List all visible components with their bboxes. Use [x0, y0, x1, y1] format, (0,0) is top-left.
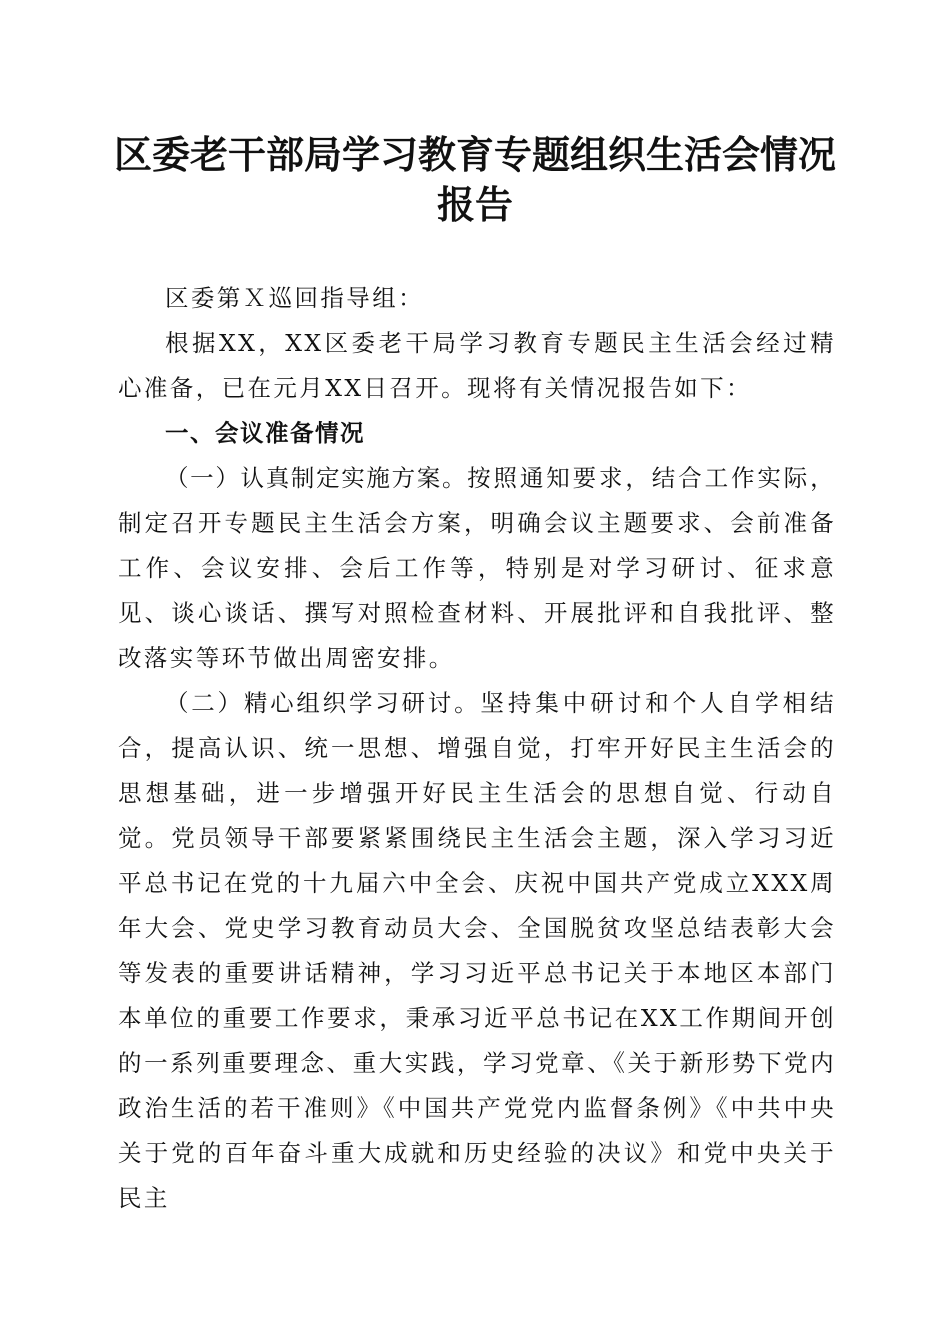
item-1-text: 按照通知要求，结合工作实际，制定召开专题民主生活会方案，明确会议主题要求、会前准备工作、会议安排、会后工作等，特别是对学习研讨、征求意见、谈心谈话、撰写对照检查材料、开展批评和自我批评、整改落实等环节做出周密安排。	[118, 464, 836, 672]
section-heading: 一、会议准备情况	[165, 419, 365, 447]
intro-paragraph: 根据XX，XX区委老干局学习教育专题民主生活会经过精心准备，已在元月XX日召开。现将有关情况报告如下：	[118, 329, 836, 402]
item-2-lead: （二）精心组织学习研讨。	[165, 689, 481, 717]
salutation: 区委第Ｘ巡回指导组：	[165, 284, 424, 312]
paragraph-item-2	[118, 681, 836, 1221]
document-title: 区委老干部局学习教育专题组织生活会情况报告	[113, 132, 836, 227]
document-body	[118, 276, 836, 1221]
paragraph-item-1	[118, 456, 836, 681]
item-2-text: 坚持集中研讨和个人自学相结合，提高认识、统一思想、增强自觉，打牢开好民主生活会的思想基础，进一步增强开好民主生活会的思想自觉、行动自觉。党员领导干部要紧紧围绕民主生活会主题，深入学习习近平总书记在党的十九届六中全会、庆祝中国共产党成立XXX周年大会、党史学习教育动员大会、全国脱贫攻坚总结表彰大会等发表的重要讲话精神，学习习近平总书记关于本地区本部门本单位的重要工作要求，秉承习近平总书记在XX工作期间开创的一系列重要理念、重大实践，学习党章、《关于新形势下党内政治生活的若干准则》《中国共产党党内监督条例》《中共中央关于党的百年奋斗重大成就和历史经验的决议》和党中央关于民主	[118, 689, 837, 1212]
item-1-lead: （一）认真制定实施方案。	[165, 464, 468, 492]
